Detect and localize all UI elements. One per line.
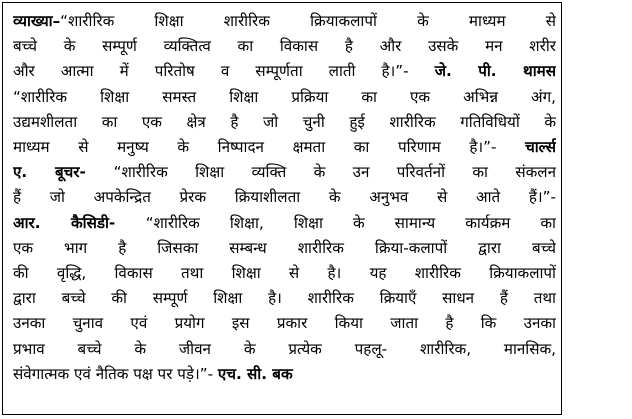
quote-text: “शारीरिक शिक्षा व्यक्ति के उन परिवर्तनों का संकलन: [113, 163, 556, 182]
author-name: व्याख्या–: [13, 12, 61, 30]
quote-text: प्रभाव बच्चे के जीवन के प्रत्येक पहलू- शारीरिक, मानसिक,: [13, 339, 556, 358]
quote-text: उनका चुनाव एवं प्रयोग इस प्रकार किया जाता है कि उनका: [13, 314, 556, 333]
document-text-box: [2, 2, 562, 415]
quote-text: उद्यमशीलता का एक क्षेत्र है जो चुनी हुई शारीरिक गतिविधियों के: [13, 112, 556, 131]
text-line: [13, 311, 556, 336]
quote-text: और आत्मा में परितोष व सम्पूर्णता लाती है।”-: [13, 62, 435, 81]
text-line: [13, 160, 556, 185]
text-line: [13, 236, 556, 261]
quote-text: की वृद्धि, विकास तथा शिक्षा से है। यह शारीरिक क्रियाकलापों: [13, 264, 556, 283]
text-line: [13, 211, 556, 236]
author-name: ए. बूचर-: [13, 163, 114, 182]
text-line: [13, 85, 556, 110]
quote-text: एक भाग है जिसका सम्बन्ध शारीरिक क्रिया-कलापों द्वारा बच्चे: [13, 238, 556, 257]
text-line: [13, 337, 556, 362]
quote-text: माध्यम से मनुष्य के निष्पादन क्षमता का परिणाम है।”-: [13, 138, 526, 157]
definitions-paragraph: [13, 9, 556, 387]
quote-text: द्वारा बच्चे की सम्पूर्ण शिक्षा है। शारीरिक क्रियाएँ साधन हैं तथा: [13, 289, 556, 308]
quote-text: “शारीरिक शिक्षा समस्त शिक्षा प्रक्रिया का एक अभिन्न अंग,: [13, 87, 556, 106]
text-line: [13, 362, 556, 387]
text-line: [13, 59, 556, 84]
text-line: [13, 185, 556, 210]
text-line: [13, 9, 556, 34]
text-line: [13, 261, 556, 286]
quote-text: “शारीरिक शिक्षा शारीरिक क्रियाकलापों के माध्यम से: [60, 12, 556, 30]
quote-text: संवेगात्मक एवं नैतिक पक्ष पर पड़े।”-: [13, 364, 218, 383]
text-line: [13, 34, 556, 59]
author-name: चार्ल्स: [525, 138, 556, 157]
author-name: एच. सी. बक: [217, 364, 293, 383]
text-line: [13, 286, 556, 311]
quote-text: हैं जो अपकेन्द्रित प्रेरक क्रियाशीलता के अनुभव से आते हैं।”-: [13, 188, 556, 207]
quote-text: बच्चे के सम्पूर्ण व्यक्तित्व का विकास है और उसके मन शरीर: [13, 37, 556, 56]
text-line: [13, 135, 556, 160]
author-name: जे. पी. थामस: [434, 62, 556, 81]
text-line: [13, 110, 556, 135]
author-name: आर. कैसिडी-: [13, 213, 146, 232]
quote-text: “शारीरिक शिक्षा, शिक्षा के सामान्य कार्यक्रम का: [145, 213, 556, 232]
